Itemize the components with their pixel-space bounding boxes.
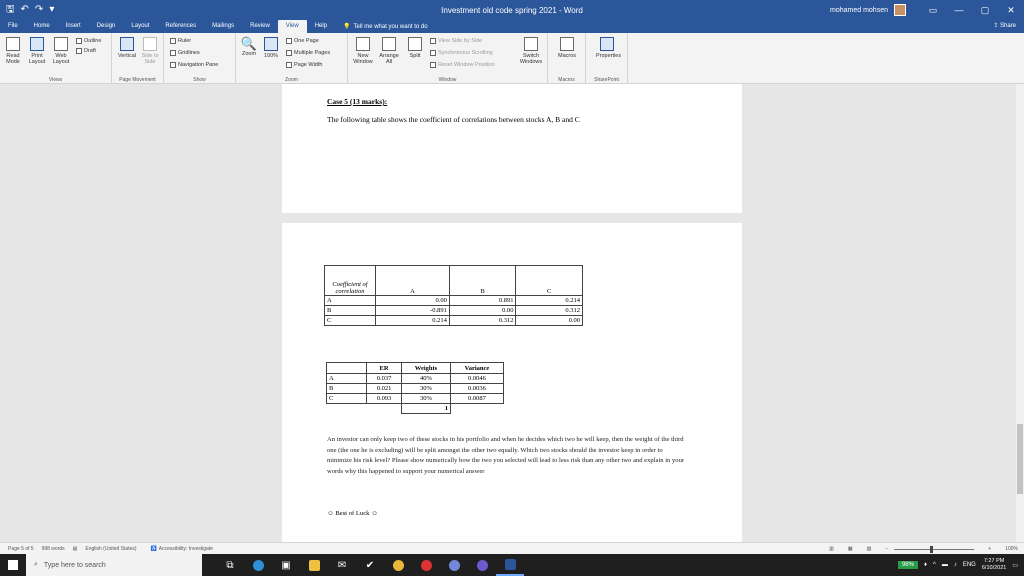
table-row — [325, 316, 583, 326]
web-layout-view-icon[interactable]: ▧ — [866, 546, 872, 552]
gridlines-check-icon — [170, 50, 176, 56]
multiple-pages-label: Multiple Pages — [294, 50, 331, 56]
print-layout-button[interactable] — [26, 37, 48, 65]
properties-label: Properties — [596, 53, 622, 59]
tab-mailings[interactable]: Mailings — [212, 23, 235, 29]
windows-logo-icon — [8, 560, 18, 570]
row-label: A — [327, 374, 367, 384]
vertical-label: Vertical — [117, 53, 137, 59]
outline-button[interactable] — [76, 38, 101, 44]
side-to-side-icon — [143, 37, 157, 51]
view-side-by-side-button[interactable] — [430, 38, 482, 44]
word-taskbar-icon[interactable] — [496, 554, 524, 576]
macros-group-label: Macros — [558, 77, 575, 83]
sync-scroll-label: Synchronous Scrolling — [438, 50, 493, 56]
question-paragraph: An investor can only keep two of these stocks in his portfolio and when he decides which two he will keep, then the weight of the third one (the one he is excluding) will be split amongst the other two equally. Which two stocks should the investor keep in order to minimize his risk level? Please show numerically how the two you selected will lead to less risk than any other two and explain in your words why this happened to support your numerical answer — [327, 436, 685, 475]
web-layout-button[interactable] — [50, 37, 72, 65]
file-explorer-icon[interactable] — [300, 554, 328, 576]
table-cell: 0.214 — [376, 316, 450, 326]
split-icon — [408, 37, 422, 51]
zoom-button[interactable] — [238, 37, 260, 57]
draft-label: Draft — [84, 48, 96, 54]
row-label: B — [325, 306, 376, 316]
maximize-button[interactable]: ▢ — [980, 4, 990, 15]
store-icon[interactable]: ▣ — [281, 559, 291, 571]
close-button[interactable]: ✕ — [1007, 4, 1015, 15]
table-cell: 0.00 — [516, 316, 583, 326]
table-cell: 0.0046 — [450, 374, 503, 384]
side-to-side-button[interactable] — [139, 37, 161, 65]
ruler-check-icon — [170, 38, 176, 44]
start-button[interactable] — [0, 554, 26, 576]
clock-date: 6/10/2021 — [981, 565, 1007, 571]
tab-design[interactable]: Design — [96, 23, 116, 29]
ribbon-display-options-icon[interactable]: ▭ — [928, 4, 938, 15]
table-cell: 0.00 — [449, 306, 516, 316]
one-page-label: One Page — [294, 38, 319, 44]
split-label: Split — [409, 53, 421, 59]
tab-references[interactable]: References — [165, 23, 197, 29]
share-icon: ⇪ — [993, 23, 999, 29]
group-page-movement — [112, 33, 164, 84]
table-cell: 0.037 — [367, 374, 402, 384]
group-window — [348, 33, 548, 84]
arrange-all-icon — [382, 37, 396, 51]
one-page-icon — [286, 38, 292, 44]
accessibility-icon: ♿ — [150, 545, 157, 552]
page-width-label: Page Width — [294, 62, 323, 68]
tab-file[interactable]: File — [8, 23, 18, 29]
switch-windows-button[interactable] — [518, 37, 544, 65]
web-layout-label: Web Layout — [52, 53, 70, 65]
navigation-pane-checkbox[interactable] — [170, 62, 218, 68]
switch-windows-label: Switch Windows — [519, 53, 543, 65]
empty-cell — [327, 404, 367, 414]
avatar[interactable] — [894, 4, 906, 16]
zoom-label: Zoom — [241, 51, 257, 57]
weights-total-cell: 1 — [402, 404, 451, 414]
vertical-scrollbar[interactable] — [1016, 84, 1024, 542]
language-indicator[interactable]: English (United States) — [85, 545, 137, 552]
macros-button[interactable] — [556, 37, 578, 59]
reset-window-position-button[interactable] — [430, 62, 495, 68]
vertical-button[interactable] — [116, 37, 138, 59]
search-placeholder: Type here to search — [43, 561, 106, 569]
table-cell: 0.021 — [367, 384, 402, 394]
row-label: A — [325, 296, 376, 306]
show-hidden-icons-chevron-icon[interactable]: ^ — [933, 562, 936, 568]
tab-view[interactable]: View — [278, 20, 307, 33]
empty-cell — [450, 404, 503, 414]
ruler-label: Ruler — [178, 38, 192, 44]
page-width-icon — [286, 62, 292, 68]
table-cell: 0.312 — [516, 306, 583, 316]
proofing-icon[interactable]: ▤ — [72, 545, 78, 552]
window-group-label: Window — [438, 77, 457, 83]
table-row — [325, 296, 583, 306]
zoom-slider[interactable] — [894, 549, 974, 550]
row-label: C — [325, 316, 376, 326]
zoom-group-label: Zoom — [285, 77, 298, 83]
lightbulb-icon: 💡 — [343, 23, 351, 30]
table-cell: 30% — [402, 394, 451, 404]
zoom-100-button[interactable] — [260, 37, 282, 59]
tab-review[interactable]: Review — [250, 23, 270, 29]
table-cell: 0.312 — [449, 316, 516, 326]
corr-corner-cell: Coefficient of correlation — [325, 266, 376, 296]
empty-cell — [367, 404, 402, 414]
gridlines-label: Gridlines — [178, 50, 200, 56]
chrome-icon[interactable] — [384, 554, 412, 576]
properties-button[interactable] — [596, 37, 622, 59]
status-bar — [0, 542, 1024, 554]
group-zoom — [236, 33, 348, 84]
redo-icon[interactable]: ↷ — [34, 4, 44, 15]
split-button[interactable] — [404, 37, 426, 59]
corr-col-header: B — [449, 266, 516, 296]
tab-insert[interactable]: Insert — [65, 23, 81, 29]
mail-icon[interactable]: ✉ — [337, 559, 347, 571]
row-label: C — [327, 394, 367, 404]
page-5[interactable] — [282, 223, 742, 542]
task-view-icon[interactable]: ⧉ — [226, 559, 234, 571]
customize-chevron-icon[interactable]: ▾ — [49, 4, 55, 15]
tab-layout[interactable]: Layout — [131, 23, 150, 29]
page-movement-group-label: Page Movement — [119, 77, 156, 83]
table-cell: 0.214 — [516, 296, 583, 306]
quick-access-toolbar — [0, 5, 54, 15]
best-of-luck-text: ☺ Best of Luck ☺ — [327, 510, 378, 517]
volume-icon[interactable]: ♪ — [953, 562, 957, 568]
discord-icon[interactable] — [440, 554, 468, 576]
print-layout-label: Print Layout — [28, 53, 46, 65]
read-mode-icon — [6, 37, 20, 51]
outline-label: Outline — [84, 38, 102, 44]
clock[interactable] — [982, 558, 1006, 572]
vertical-icon — [120, 37, 134, 51]
zoom-100-label: 100% — [263, 53, 279, 59]
web-layout-icon — [54, 37, 68, 51]
undo-icon[interactable]: ↶ — [20, 4, 29, 15]
table-row — [327, 394, 504, 404]
new-window-button[interactable] — [352, 37, 374, 65]
navigation-pane-check-icon — [170, 62, 176, 68]
show-group-label: Show — [193, 77, 206, 83]
title-bar — [0, 0, 1024, 20]
zoom-in-icon[interactable]: + — [988, 546, 992, 552]
page-width-button[interactable] — [286, 62, 322, 68]
table-row — [327, 404, 504, 414]
read-mode-button[interactable] — [2, 37, 24, 65]
taskbar-search[interactable] — [26, 554, 202, 576]
side-to-side-label: Side to Side — [141, 53, 159, 65]
sync-scroll-icon — [430, 50, 436, 56]
macros-icon — [560, 37, 574, 51]
outline-icon — [76, 38, 82, 44]
network-icon[interactable]: ▬ — [941, 562, 948, 568]
app-check-icon[interactable]: ✔ — [365, 559, 375, 571]
language-tray[interactable]: ENG — [962, 562, 976, 568]
document-canvas[interactable] — [0, 84, 1016, 542]
search-icon: ⌕ — [34, 561, 38, 568]
red-app-icon[interactable] — [412, 554, 440, 576]
clock-time: 7:27 PM — [983, 558, 1005, 564]
page-count[interactable]: Page 5 of 5 — [8, 545, 34, 552]
wt-col-header: Variance — [450, 363, 503, 374]
wt-col-header: ER — [367, 363, 402, 374]
accessibility-status[interactable]: Accessibility: Investigate — [158, 545, 213, 552]
notifications-icon[interactable]: ▭ — [1012, 562, 1018, 569]
minimize-button[interactable]: — — [954, 5, 964, 15]
user-name[interactable]: mohamed mohsen — [830, 6, 888, 14]
table-cell: 0.00 — [376, 296, 450, 306]
table-cell: 0.0087 — [450, 394, 503, 404]
document-title: Investment old code spring 2021 - Word — [441, 5, 583, 15]
people-icon[interactable]: ♦ — [923, 562, 928, 568]
table-cell: -0.891 — [376, 306, 450, 316]
arrange-all-label: Arrange All — [379, 53, 399, 65]
read-mode-label: Read Mode — [6, 53, 20, 65]
synchronous-scrolling-button[interactable] — [430, 50, 493, 56]
table-cell: 40% — [402, 374, 451, 384]
table-cell: 0.0036 — [450, 384, 503, 394]
switch-windows-icon — [524, 37, 538, 51]
properties-icon — [600, 37, 614, 51]
zoom-100-icon — [264, 37, 278, 51]
corr-col-header: A — [376, 266, 450, 296]
ruler-checkbox[interactable] — [170, 38, 191, 44]
group-show — [164, 33, 236, 84]
taskbar — [0, 554, 1024, 576]
multiple-pages-button[interactable] — [286, 50, 330, 56]
purple-app-icon[interactable] — [468, 554, 496, 576]
magnifier-icon: 🔍 — [240, 36, 258, 51]
print-layout-view-icon[interactable]: ▦ — [847, 546, 853, 552]
tab-home[interactable]: Home — [33, 23, 50, 29]
navigation-pane-label: Navigation Pane — [178, 62, 219, 68]
ribbon-tabs — [0, 20, 1024, 33]
correlation-table — [324, 265, 583, 326]
reset-pos-icon — [430, 62, 436, 68]
sharepoint-group-label: SharePoint — [594, 77, 619, 83]
zoom-out-icon[interactable]: − — [885, 546, 889, 552]
intro-text: The following table shows the coefficient of correlations between stocks A, B and C — [327, 115, 580, 124]
table-cell: 0.891 — [449, 296, 516, 306]
edge-icon[interactable] — [244, 554, 272, 576]
corr-col-header: C — [516, 266, 583, 296]
tab-help[interactable]: Help — [314, 23, 328, 29]
group-macros — [548, 33, 586, 84]
draft-button[interactable] — [76, 48, 96, 54]
table-cell: 0.093 — [367, 394, 402, 404]
tell-me-search[interactable] — [335, 20, 428, 33]
battery-indicator[interactable]: 98% — [898, 561, 918, 569]
weights-table — [326, 362, 504, 414]
arrange-all-button[interactable] — [378, 37, 400, 65]
gridlines-checkbox[interactable] — [170, 50, 200, 56]
table-cell: 30% — [402, 384, 451, 394]
multiple-pages-icon — [286, 50, 292, 56]
word-count[interactable]: 998 words — [41, 545, 65, 552]
case-heading: Case 5 (13 marks): — [327, 97, 388, 106]
wt-corner-cell — [327, 363, 367, 374]
group-sharepoint — [586, 33, 628, 84]
side-by-side-icon — [430, 38, 436, 44]
new-window-label: New Window — [353, 53, 373, 65]
wt-col-header: Weights — [402, 363, 451, 374]
print-layout-icon — [30, 37, 44, 51]
group-views — [0, 33, 112, 84]
scrollbar-thumb[interactable] — [1017, 424, 1023, 494]
table-row — [325, 306, 583, 316]
zoom-slider-knob[interactable] — [930, 546, 933, 553]
share-label: Share — [999, 23, 1016, 29]
share-button[interactable] — [993, 20, 1016, 33]
new-window-icon — [356, 37, 370, 51]
views-group-label: Views — [48, 77, 63, 83]
one-page-button[interactable] — [286, 38, 319, 44]
page-4[interactable] — [282, 84, 742, 213]
save-icon[interactable]: 🖫 — [6, 4, 15, 15]
side-by-side-label: View Side by Side — [438, 38, 483, 44]
draft-icon — [76, 48, 82, 54]
table-row — [327, 374, 504, 384]
system-tray — [898, 554, 1024, 576]
reset-pos-label: Reset Window Position — [438, 62, 495, 68]
macros-label: Macros — [557, 53, 577, 59]
table-row — [327, 384, 504, 394]
tell-me-text: Tell me what you want to do — [353, 23, 428, 30]
zoom-level[interactable]: 100% — [1005, 546, 1018, 552]
ribbon-view — [0, 33, 1024, 84]
row-label: B — [327, 384, 367, 394]
read-mode-view-icon[interactable]: ▥ — [829, 546, 834, 552]
